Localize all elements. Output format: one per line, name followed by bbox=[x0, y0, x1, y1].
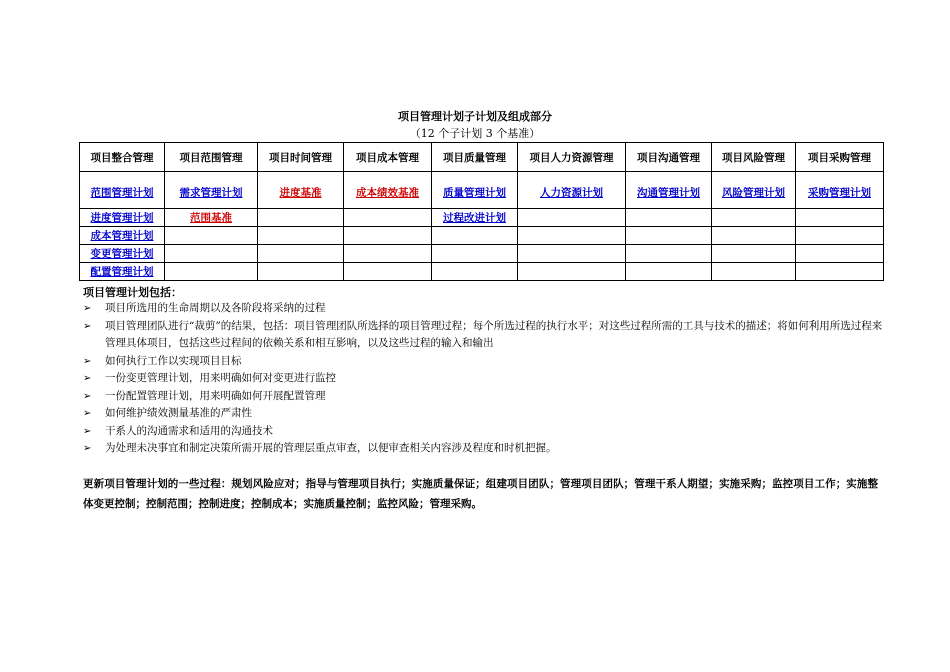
link-communication-mgmt-plan[interactable]: 沟通管理计划 bbox=[637, 186, 700, 199]
link-hr-plan[interactable]: 人力资源计划 bbox=[540, 186, 603, 199]
table-cell bbox=[712, 245, 796, 263]
link-configuration-mgmt-plan[interactable]: 配置管理计划 bbox=[90, 266, 154, 278]
table-cell bbox=[626, 172, 712, 209]
table-cell bbox=[258, 209, 344, 227]
table-cell bbox=[80, 263, 165, 281]
table-cell bbox=[626, 227, 712, 245]
table-cell bbox=[258, 263, 344, 281]
list-item bbox=[83, 440, 883, 458]
header-time: 项目时间管理 bbox=[258, 143, 344, 172]
list-item-text: 如何执行工作以实现项目目标 bbox=[105, 354, 242, 367]
table-cell bbox=[796, 227, 884, 245]
table-cell bbox=[165, 245, 258, 263]
header-quality: 项目质量管理 bbox=[432, 143, 518, 172]
table-cell bbox=[80, 172, 165, 209]
list-item-text: 一份变更管理计划，用来明确如何对变更进行监控 bbox=[105, 372, 336, 384]
arrow-bullet-icon: ➢ bbox=[83, 303, 92, 314]
link-risk-mgmt-plan[interactable]: 风险管理计划 bbox=[722, 186, 785, 199]
table-row bbox=[80, 227, 884, 245]
table-cell bbox=[796, 245, 884, 263]
table-cell bbox=[80, 209, 165, 227]
list-item bbox=[83, 423, 883, 441]
table-cell bbox=[626, 209, 712, 227]
arrow-bullet-icon: ➢ bbox=[83, 425, 92, 437]
table-cell bbox=[626, 245, 712, 263]
link-schedule-mgmt-plan[interactable]: 进度管理计划 bbox=[90, 212, 154, 224]
header-communication: 项目沟通管理 bbox=[626, 143, 712, 172]
table-cell bbox=[432, 263, 518, 281]
table-cell bbox=[712, 172, 796, 209]
table-cell bbox=[432, 245, 518, 263]
subplan-table bbox=[79, 142, 884, 281]
table-cell bbox=[432, 209, 518, 227]
list-item bbox=[83, 405, 883, 423]
table-row bbox=[80, 209, 884, 227]
table-cell bbox=[258, 227, 344, 245]
list-item bbox=[83, 388, 883, 406]
link-change-mgmt-plan[interactable]: 变更管理计划 bbox=[90, 248, 154, 260]
table-cell bbox=[344, 245, 432, 263]
table-cell bbox=[518, 245, 626, 263]
header-hr: 项目人力资源管理 bbox=[518, 143, 626, 172]
table-cell bbox=[344, 263, 432, 281]
header-cost: 项目成本管理 bbox=[344, 143, 432, 172]
list-item bbox=[83, 300, 883, 318]
header-integration: 项目整合管理 bbox=[80, 143, 165, 172]
table-cell bbox=[258, 245, 344, 263]
list-item-text: 项目所选用的生命周期以及各阶段将采纳的过程 bbox=[105, 302, 326, 314]
arrow-bullet-icon: ➢ bbox=[83, 355, 92, 367]
table-cell bbox=[432, 227, 518, 245]
table-cell bbox=[712, 209, 796, 227]
table-cell bbox=[518, 227, 626, 245]
table-cell bbox=[518, 263, 626, 281]
table-cell bbox=[432, 172, 518, 209]
link-process-improvement-plan[interactable]: 过程改进计划 bbox=[443, 212, 506, 224]
header-risk: 项目风险管理 bbox=[712, 143, 796, 172]
header-scope: 项目范围管理 bbox=[165, 143, 258, 172]
link-procurement-mgmt-plan[interactable]: 采购管理计划 bbox=[808, 186, 871, 199]
table-cell bbox=[165, 263, 258, 281]
link-cost-baseline[interactable]: 成本绩效基准 bbox=[356, 186, 419, 199]
list-item bbox=[83, 353, 883, 371]
list-item-text: 干系人的沟通需求和适用的沟通技术 bbox=[105, 424, 273, 437]
table-cell bbox=[344, 227, 432, 245]
table-cell bbox=[796, 209, 884, 227]
table-cell bbox=[518, 209, 626, 227]
list-item bbox=[83, 318, 883, 353]
list-item bbox=[83, 370, 883, 388]
table-header-row bbox=[80, 143, 884, 172]
update-processes-paragraph: 更新项目管理计划的一些过程：规划风险应对；指导与管理项目执行；实施质量保证；组建项目团队；管理项目团队；管理干系人期望；实施采购；监控项目工作；实施整体变更控制；控制范围；控制进度；控制成本；实施质量控制；监控风险；管理采购。 bbox=[83, 478, 878, 510]
table-cell bbox=[165, 209, 258, 227]
table-cell bbox=[165, 172, 258, 209]
arrow-bullet-icon: ➢ bbox=[83, 320, 92, 332]
arrow-bullet-icon: ➢ bbox=[83, 373, 92, 384]
table-row bbox=[80, 245, 884, 263]
table-cell bbox=[626, 263, 712, 281]
table-cell bbox=[344, 172, 432, 209]
table-row bbox=[80, 172, 884, 209]
list-item-text: 一份配置管理计划，用来明确如何开展配置管理 bbox=[105, 389, 326, 402]
table-cell bbox=[258, 172, 344, 209]
link-requirements-mgmt-plan[interactable]: 需求管理计划 bbox=[179, 186, 243, 199]
link-schedule-baseline[interactable]: 进度基准 bbox=[279, 186, 322, 199]
table-cell bbox=[344, 209, 432, 227]
arrow-bullet-icon: ➢ bbox=[83, 443, 92, 454]
list-item-text: 如何维护绩效测量基准的严肃性 bbox=[105, 407, 252, 419]
document-subtitle: （12 个子计划 3 个基准） bbox=[409, 127, 541, 140]
list-item-text: 为处理未决事宜和制定决策所需开展的管理层重点审查，以便审查相关内容涉及程度和时机把握。 bbox=[105, 442, 557, 454]
list-item-text: 项目管理团队进行“裁剪”的结果，包括：项目管理团队所选择的项目管理过程；每个所选过程的执行水平；对这些过程所需的工具与技术的描述；将如何利用所选过程来管理具体项目，包括这些过程间的依赖关系和相互影响，以及这些过程的输入和输出 bbox=[105, 319, 883, 349]
arrow-bullet-icon: ➢ bbox=[83, 408, 92, 419]
header-procurement: 项目采购管理 bbox=[796, 143, 884, 172]
table-cell bbox=[712, 263, 796, 281]
table-cell bbox=[80, 245, 165, 263]
link-scope-baseline[interactable]: 范围基准 bbox=[190, 212, 232, 224]
link-quality-mgmt-plan[interactable]: 质量管理计划 bbox=[443, 186, 506, 199]
table-cell bbox=[796, 263, 884, 281]
table-row bbox=[80, 263, 884, 281]
link-scope-mgmt-plan[interactable]: 范围管理计划 bbox=[90, 186, 154, 199]
bullet-list bbox=[83, 300, 883, 458]
document-title: 项目管理计划子计划及组成部分 bbox=[398, 110, 552, 123]
section-heading: 项目管理计划包括： bbox=[83, 286, 182, 299]
arrow-bullet-icon: ➢ bbox=[83, 390, 92, 402]
table-cell bbox=[796, 172, 884, 209]
table-cell bbox=[712, 227, 796, 245]
link-cost-mgmt-plan[interactable]: 成本管理计划 bbox=[90, 230, 154, 242]
table-cell bbox=[518, 172, 626, 209]
table-cell bbox=[80, 227, 165, 245]
table-cell bbox=[165, 227, 258, 245]
